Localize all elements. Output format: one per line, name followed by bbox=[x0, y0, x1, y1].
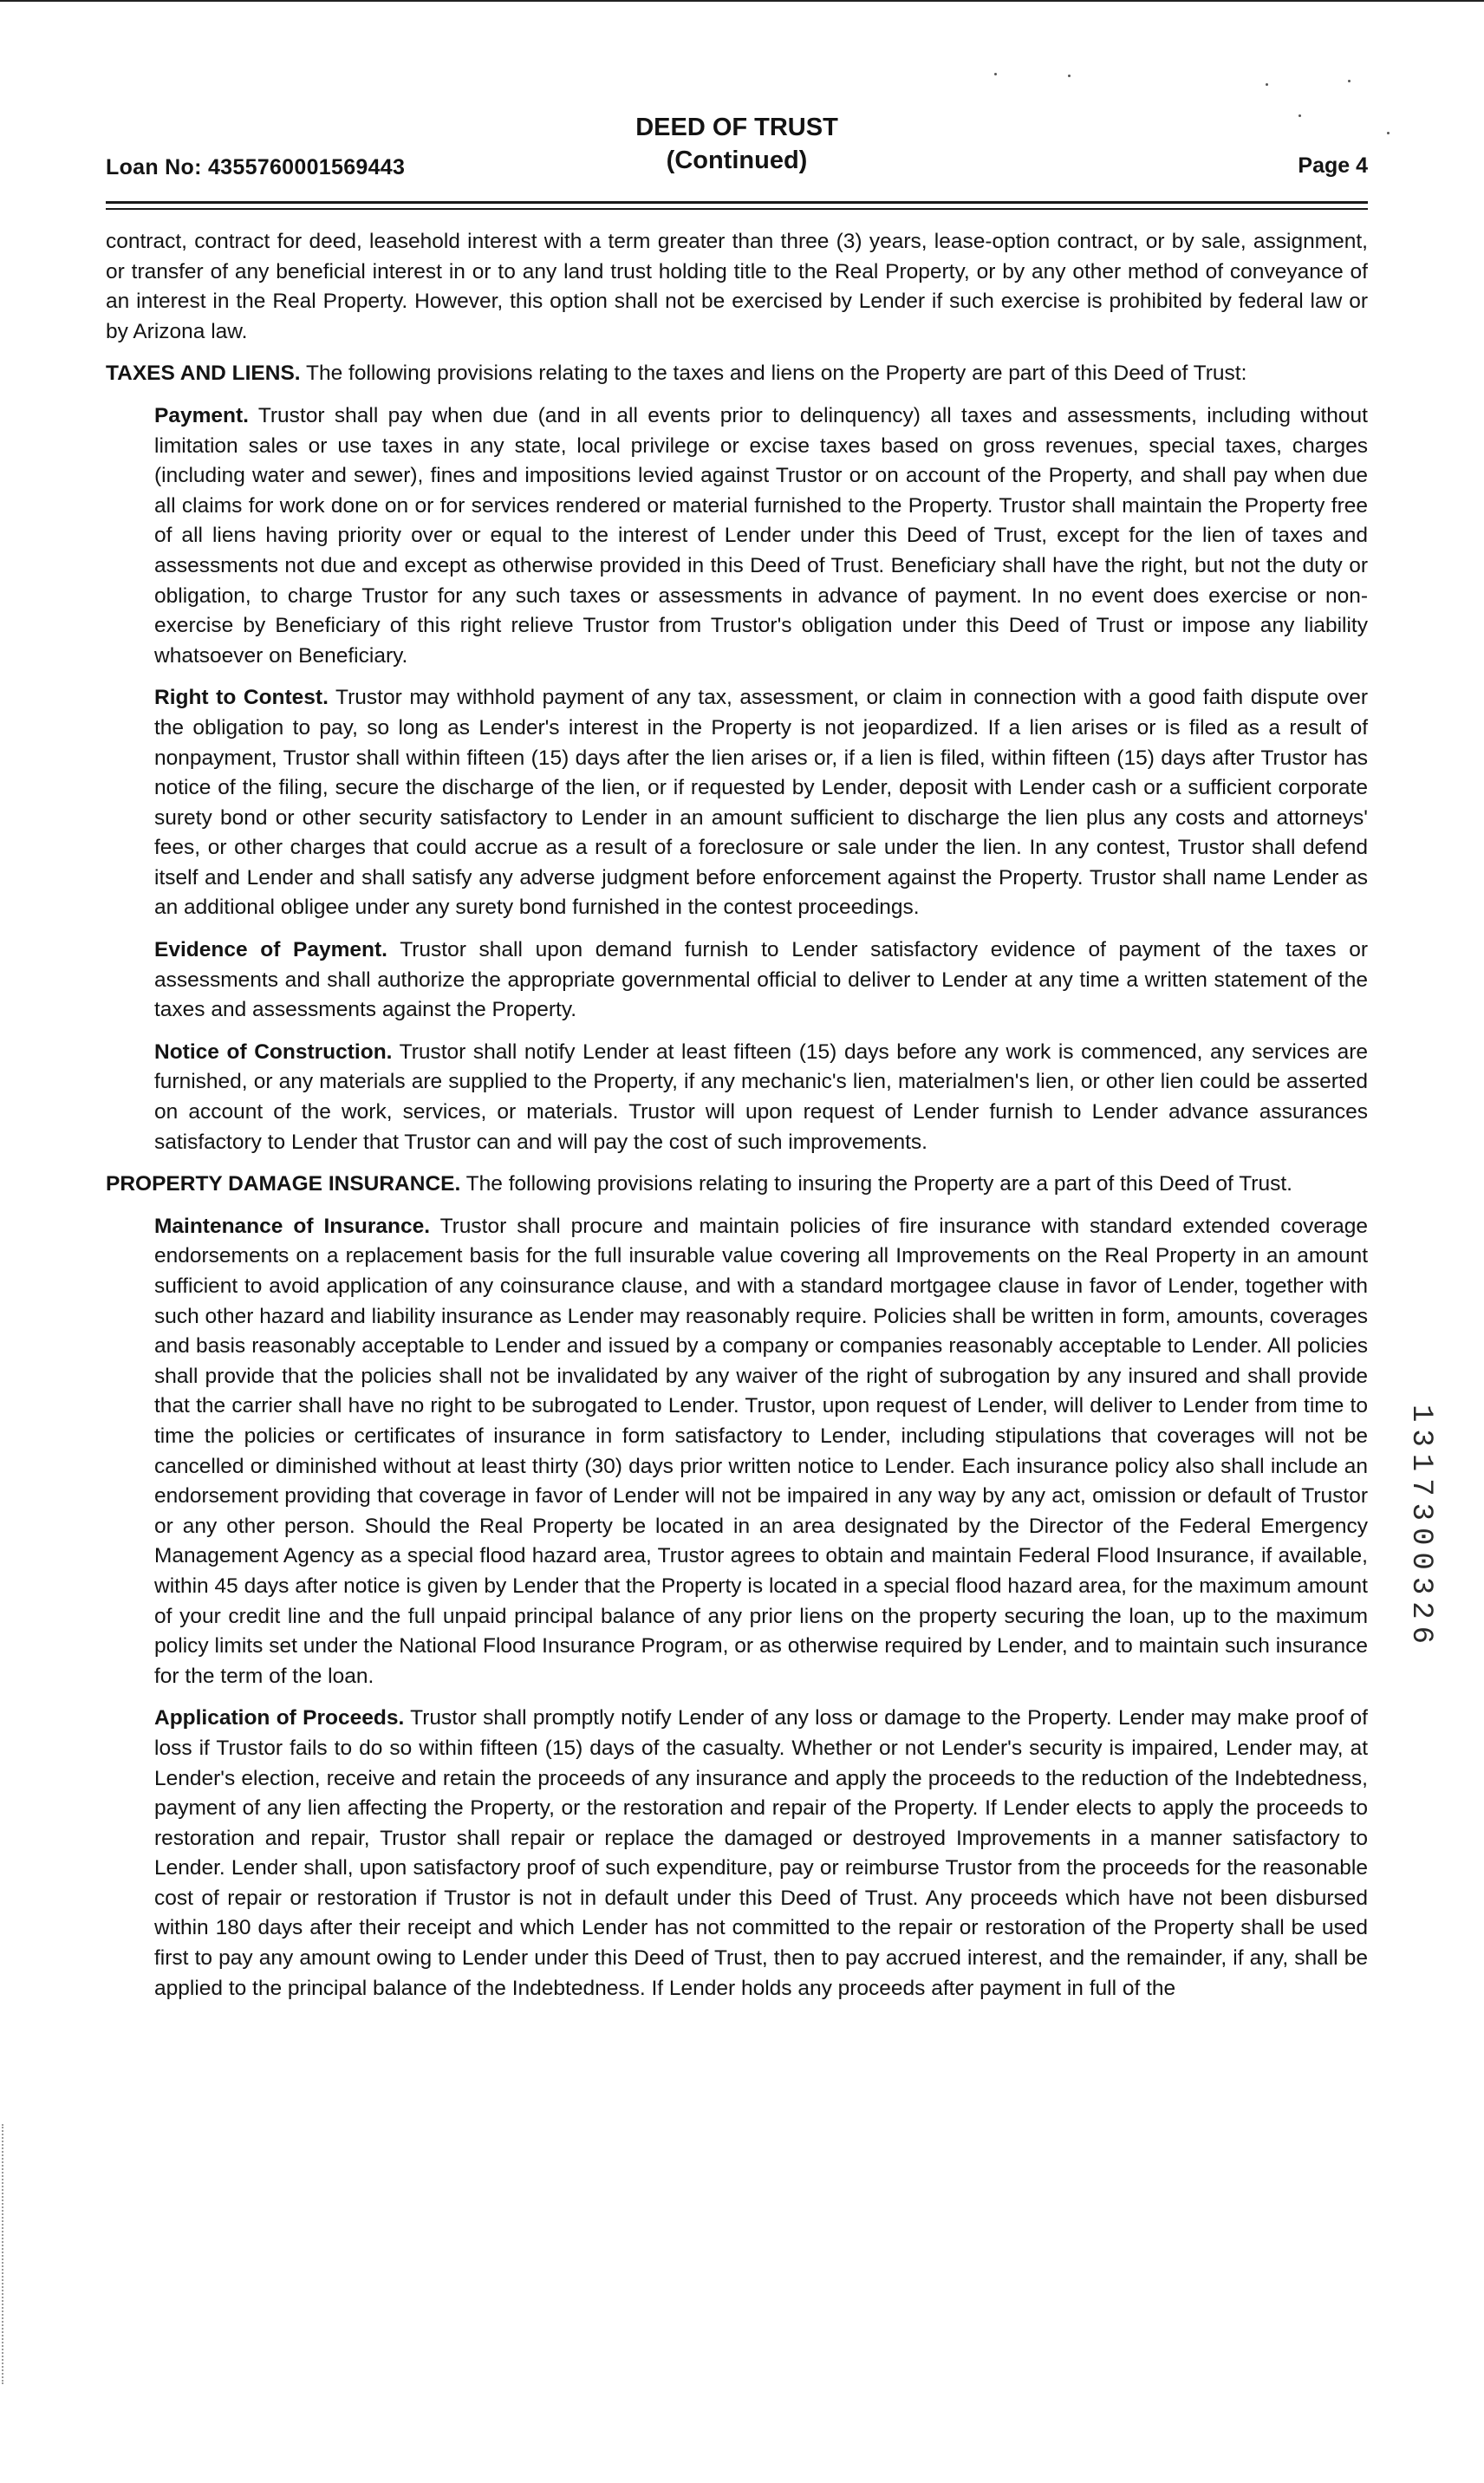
proceeds-text: Trustor shall promptly notify Lender of any loss or damage to the Property. Lender may make proof of loss if Trustor fails to do so within fifteen (15) days of the casualty. Whether or not Lender's security is impaired, Lender may, at Lender's election, receive and retain the proceeds of any insurance and apply the proceeds to the reduction of the Indebtedness, payment of any lien affecting the Property, or the restoration and repair of the Property. If Lender elects to apply the proceeds to restoration and repair, Trustor shall repair or replace the damaged or destroyed Improvements in a manner satisfactory to Lender. Lender shall, upon satisfactory proof of such expenditure, pay or reimburse Trustor from the proceeds for the reasonable cost of repair or restoration if Trustor is not in default under this Deed of Trust. Any proceeds which have not been disbursed within 180 days after their receipt and which Lender has not committed to the repair or restoration of the Property shall be used first to pay any amount owing to Lender under this Deed of Trust, then to pay accrued interest, and the remainder, if any, shall be applied to the principal balance of the Indebtedness. If Lender holds any proceeds after payment in full of the bbox=[154, 1706, 1368, 2000]
scan-edge bbox=[2, 2124, 5, 2384]
document-body bbox=[106, 227, 1368, 2016]
notice-of-construction-clause bbox=[154, 1038, 1368, 1157]
maintenance-text: Trustor shall procure and maintain policies of fire insurance with standard extended coverage endorsements on a replacement basis for the full insurable value covering all Improvements on the Real Property in an amount sufficient to avoid application of any coinsurance clause, and with a standard mortgagee clause in favor of Lender, together with such other hazard and liability insurance as Lender may reasonably require. Policies shall be written in form, amounts, coverages and basis reasonably acceptable to Lender and issued by a company or companies reasonably acceptable to Lender. All policies shall provide that the policies shall not be invalidated by any waiver of the right of subrogation by any insured and shall provide that the carrier shall have no right to be subrogated to Lender. Trustor, upon request of Lender, will deliver to Lender from time to time the policies or certificates of insurance in form satisfactory to Lender, including stipulations that coverages will not be cancelled or diminished without at least thirty (30) days prior written notice to Lender. Each insurance policy also shall include an endorsement providing that coverage in favor of Lender will not be impaired in any way by any act, omission or default of Trustor or any other person. Should the Real Property be located in an area designated by the Director of the Federal Emergency Management Agency as a special flood hazard area, Trustor agrees to obtain and maintain Federal Flood Insurance, if available, within 45 days after notice is given by Lender that the Property is located in a special flood hazard area, for the maximum amount of your credit line and the full unpaid principal balance of any prior liens on the property securing the loan, up to the maximum policy limits set under the National Flood Insurance Program, or as otherwise required by Lender, and to maintain such insurance for the term of the loan. bbox=[154, 1214, 1368, 1688]
evidence-of-payment-clause bbox=[154, 935, 1368, 1026]
evidence-text: Trustor shall upon demand furnish to Lender satisfactory evidence of payment of the taxes or assessments and shall authorize the appropriate governmental official to deliver to Lender at any time a written statement of the taxes and assessments against the Property. bbox=[154, 938, 1368, 1022]
title-line-1: DEED OF TRUST bbox=[635, 114, 838, 141]
notice-heading: Notice of Construction. bbox=[154, 1039, 393, 1064]
proceeds-heading: Application of Proceeds. bbox=[154, 1706, 405, 1730]
evidence-heading: Evidence of Payment. bbox=[154, 938, 387, 962]
taxes-intro: The following provisions relating to the taxes and liens on the Property are part of this Deed of Trust: bbox=[305, 362, 1247, 386]
insurance-heading: PROPERTY DAMAGE INSURANCE. bbox=[106, 1172, 461, 1196]
application-of-proceeds-clause bbox=[154, 1704, 1368, 2004]
loan-number: Loan No: 4355760001569443 bbox=[106, 155, 406, 179]
maintenance-heading: Maintenance of Insurance. bbox=[154, 1214, 431, 1238]
scan-speck bbox=[1387, 132, 1390, 134]
scan-speck bbox=[1266, 83, 1268, 86]
title-line-2: (Continued) bbox=[666, 147, 808, 174]
property-damage-insurance-section bbox=[106, 1170, 1368, 1200]
payment-heading: Payment. bbox=[154, 403, 249, 427]
document-title bbox=[106, 111, 1368, 177]
notice-text: Trustor shall notify Lender at least fifteen (15) days before any work is commenced, any services are furnished, or any materials are supplied to the Property, if any mechanic's lien, materialmen's lien, or other lien could be asserted on account of the work, services, or materials. Trustor will upon request of Lender furnish to Lender advance assurances satisfactory to Lender that Trustor can and will pay the cost of such improvements. bbox=[154, 1039, 1368, 1154]
document-header bbox=[106, 111, 1368, 180]
taxes-heading: TAXES AND LIENS. bbox=[106, 362, 301, 386]
margin-recording-stamp: 1317300326 bbox=[1404, 1404, 1437, 1652]
contest-heading: Right to Contest. bbox=[154, 686, 329, 710]
payment-text: Trustor shall pay when due (and in all events prior to delinquency) all taxes and assessments, including without limitation sales or use taxes in any state, local privilege or excise taxes based on gross revenues, special taxes, charges (including water and sewer), fines and impositions levied against Trustor or on account of the Property, and shall pay when due all claims for work done on or for services rendered or material furnished to the Property. Trustor shall maintain the Property free of all liens having priority over or equal to the interest of Lender under this Deed of Trust, except for the lien of taxes and assessments not due and except as otherwise provided in this Deed of Trust. Beneficiary shall have the right, but not the duty or obligation, to charge Trustor for any such taxes or assessments in advance of payment. In no event does exercise or non-exercise by Beneficiary of this right relieve Trustor from Trustor's obligation under this Deed of Trust or impose any liability whatsoever on Beneficiary. bbox=[154, 403, 1368, 668]
top-edge-line bbox=[0, 0, 1484, 2]
payment-clause bbox=[154, 401, 1368, 671]
scan-speck bbox=[1068, 75, 1071, 77]
header-rule-bottom bbox=[106, 208, 1368, 210]
insurance-intro: The following provisions relating to insuring the Property are a part of this Deed of Trust. bbox=[465, 1172, 1292, 1196]
page-number: Page 4 bbox=[1298, 153, 1368, 178]
right-to-contest-clause bbox=[154, 683, 1368, 923]
scan-speck bbox=[1348, 80, 1351, 82]
intro-paragraph: contract, contract for deed, leasehold interest with a term greater than three (3) years, lease-option contract, or by sale, assignment, or transfer of any beneficial interest in or to any land trust holding title to the Real Property, or by any other method of conveyance of an interest in the Real Property. However, this option shall not be exercised by Lender if such exercise is prohibited by federal law or by Arizona law. bbox=[106, 230, 1368, 343]
contest-text: Trustor may withhold payment of any tax, assessment, or claim in connection with a good faith dispute over the obligation to pay, so long as Lender's interest in the Property is not jeopardized. If a lien arises or is filed as a result of nonpayment, Trustor shall within fifteen (15) days after the lien arises or, if a lien is filed, within fifteen (15) days after Trustor has notice of the filing, secure the discharge of the lien, or if requested by Lender, deposit with Lender cash or a sufficient corporate surety bond or other security satisfactory to Lender in an amount sufficient to discharge the lien plus any costs and attorneys' fees, or other charges that could accrue as a result of a foreclosure or sale under the lien. In any contest, Trustor shall defend itself and Lender and shall satisfy any adverse judgment before enforcement against the Property. Trustor shall name Lender as an additional obligee under any surety bond furnished in the contest proceedings. bbox=[154, 686, 1369, 920]
header-rule-top bbox=[106, 201, 1368, 204]
taxes-and-liens-section bbox=[106, 359, 1368, 389]
maintenance-of-insurance-clause bbox=[154, 1212, 1368, 1692]
scan-speck bbox=[994, 73, 997, 75]
